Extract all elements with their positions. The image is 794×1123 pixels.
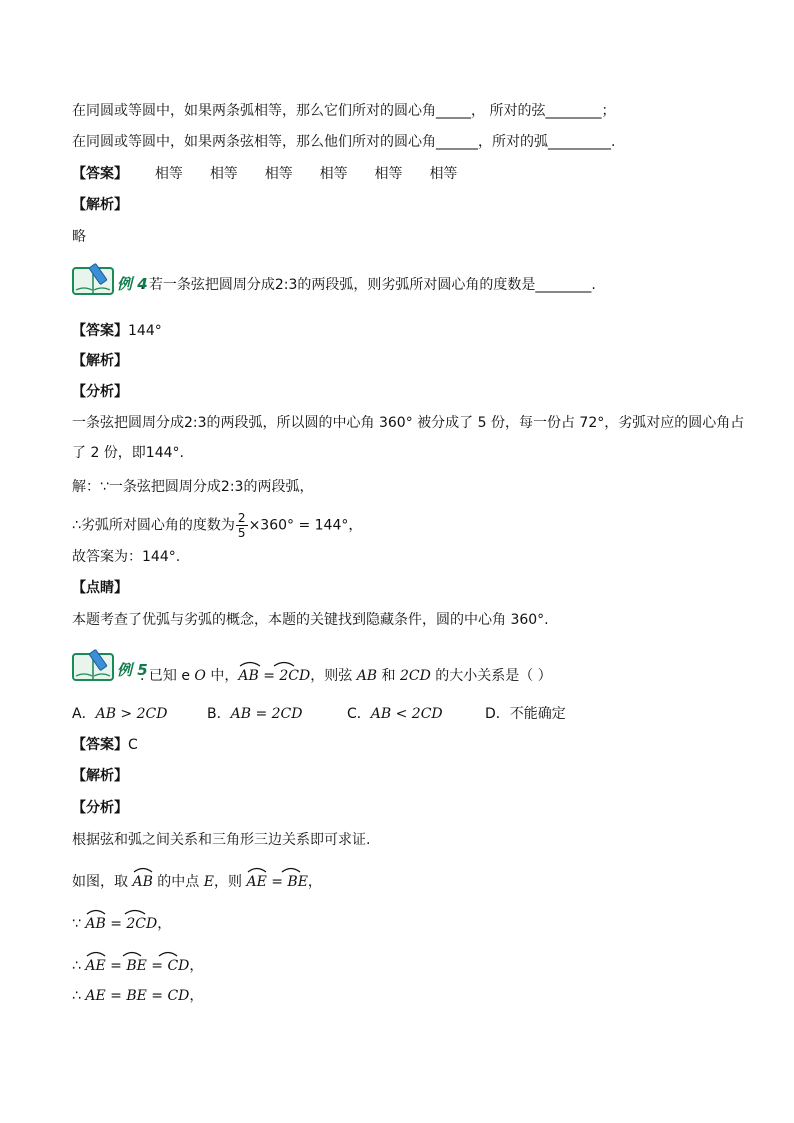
arc-marks <box>85 948 181 958</box>
proof-text: ， <box>157 916 172 932</box>
ex4-solution-line-3: 故答案为：144°. <box>72 549 181 565</box>
circle-symbol: O <box>194 668 206 684</box>
arc-equation-text: AE = BE <box>246 874 308 890</box>
choice-a[interactable] <box>72 704 167 724</box>
arc-equation-text: AE = BE = CD <box>85 958 190 974</box>
example-4-question: . 若一条弦把圆周分成2:3的两段弧，则劣弧所对圆心角的度数是________. <box>140 277 596 293</box>
example-5-question <box>140 660 552 686</box>
fraction-numerator: 2 <box>237 511 246 525</box>
fraction-denominator: 5 <box>237 526 246 540</box>
arc-ab <box>132 866 152 892</box>
ex5-answer-row <box>72 735 138 755</box>
proof-text: ， <box>307 874 322 890</box>
question-text: 的大小关系是（ ） <box>430 668 552 684</box>
ex4-analysis-label: 【解析】 <box>72 353 128 369</box>
because-symbol: ∵ <box>72 916 86 932</box>
chord-equation: AE = BE = CD <box>85 988 190 1004</box>
ex4-solution-text: ∴劣弧所对圆心角的度数为 <box>72 517 235 534</box>
choice-letter: A． <box>72 706 96 722</box>
ex4-fenxi-label: 【分析】 <box>72 384 128 400</box>
answer-label: 【答案】 <box>72 323 128 339</box>
arc-equation <box>85 908 157 934</box>
choice-letter: D． <box>485 706 510 722</box>
choice-letter: B． <box>207 706 231 722</box>
arc-marks <box>246 864 306 874</box>
arc-equation <box>246 866 307 892</box>
ex5-proof-line-2 <box>72 908 171 934</box>
analysis-label: 【解析】 <box>72 197 128 213</box>
arc-mark <box>132 864 154 874</box>
answer-item: 相等 <box>209 166 238 182</box>
ex4-dianjing-text: 本题考查了优弧与劣弧的概念，本题的关键找到隐藏条件，圆的中心角 360°. <box>72 612 549 628</box>
choice-text: 不能确定 <box>509 706 566 722</box>
answer-label: 【答案】 <box>72 737 128 753</box>
arc-marks <box>238 658 300 668</box>
answer-row <box>72 164 457 184</box>
example-5-label: 例 5 <box>117 661 148 679</box>
choice-text: AB < 2CD <box>370 706 443 722</box>
brief-answer: 略 <box>72 229 86 245</box>
answer-item: 相等 <box>264 166 293 182</box>
question-text: . 已知 e <box>140 668 195 684</box>
ex5-fenxi-label: 【分析】 <box>72 800 128 816</box>
ex4-solution-line-1: 解：∵一条弦把圆周分成2:3的两段弧， <box>72 479 314 495</box>
ex5-proof-line-1 <box>72 866 322 892</box>
answer-item: 相等 <box>374 166 403 182</box>
ex5-proof-line-4 <box>72 986 203 1006</box>
question-text: ，则弦 <box>310 668 357 684</box>
arc-equation <box>238 660 310 686</box>
proof-text: 的中点 <box>152 874 204 890</box>
choice-letter: C． <box>347 706 371 722</box>
proof-text: ， <box>189 958 204 974</box>
book-pencil-icon <box>72 262 120 296</box>
arc-equation-text: AB = 2CD <box>238 668 311 684</box>
choice-d[interactable] <box>485 704 566 724</box>
ex4-fenxi-line-1: 一条弦把圆周分成2:3的两段弧，所以圆的中心角 360° 被分成了 5 份，每一份占 72°，劣弧对应的圆心角占 <box>72 415 745 431</box>
fraction <box>236 511 248 540</box>
arc-marks <box>85 906 149 916</box>
ex5-analysis-label: 【解析】 <box>72 768 128 784</box>
answer-item: 相等 <box>319 166 348 182</box>
arc-equation <box>85 950 189 976</box>
question-text: 中， <box>205 668 239 684</box>
book-pencil-icon <box>72 648 120 682</box>
answer-item: 相等 <box>429 166 458 182</box>
arc-equation-text: AB = 2CD <box>85 916 158 932</box>
ex4-solution-result: ×360° = 144°， <box>248 517 363 534</box>
proof-text: ， <box>189 988 204 1004</box>
choice-text: AB = 2CD <box>230 706 303 722</box>
proof-text: 如图，取 <box>72 874 133 890</box>
therefore-symbol: ∴ <box>72 958 86 974</box>
ex5-proof-line-3 <box>72 950 203 976</box>
choice-text: AB > 2CD <box>95 706 168 722</box>
ex5-answer: C <box>128 737 138 753</box>
choice-b[interactable] <box>207 704 302 724</box>
ex4-dianjing-label: 【点睛】 <box>72 580 128 596</box>
answer-item: 相等 <box>154 166 183 182</box>
proof-text: ，则 <box>214 874 247 890</box>
choice-c[interactable] <box>347 704 443 724</box>
answer-label: 【答案】 <box>72 166 128 182</box>
ex4-solution-line-2 <box>72 511 362 540</box>
ex4-answer-row <box>72 321 162 341</box>
therefore-symbol: ∴ <box>72 988 86 1004</box>
question-text: 和 <box>377 668 400 684</box>
statement-line-2: 在同圆或等圆中，如果两条弦相等，那么他们所对的圆心角______，所对的弧_________. <box>72 134 616 150</box>
example-4-label: 例 4 <box>117 275 148 293</box>
arc-label: AB <box>132 874 153 890</box>
chord-ab: AB <box>356 668 378 684</box>
chord-2cd: 2CD <box>400 668 431 684</box>
statement-line-1: 在同圆或等圆中，如果两条弧相等，那么它们所对的圆心角_____， 所对的弦________； <box>72 103 616 119</box>
ex5-fenxi-text: 根据弦和弧之间关系和三角形三边关系即可求证. <box>72 832 371 848</box>
ex4-fenxi-line-2: 了 2 份，即144°. <box>72 445 184 461</box>
point-e: E <box>203 874 214 890</box>
ex4-answer: 144° <box>128 323 162 339</box>
